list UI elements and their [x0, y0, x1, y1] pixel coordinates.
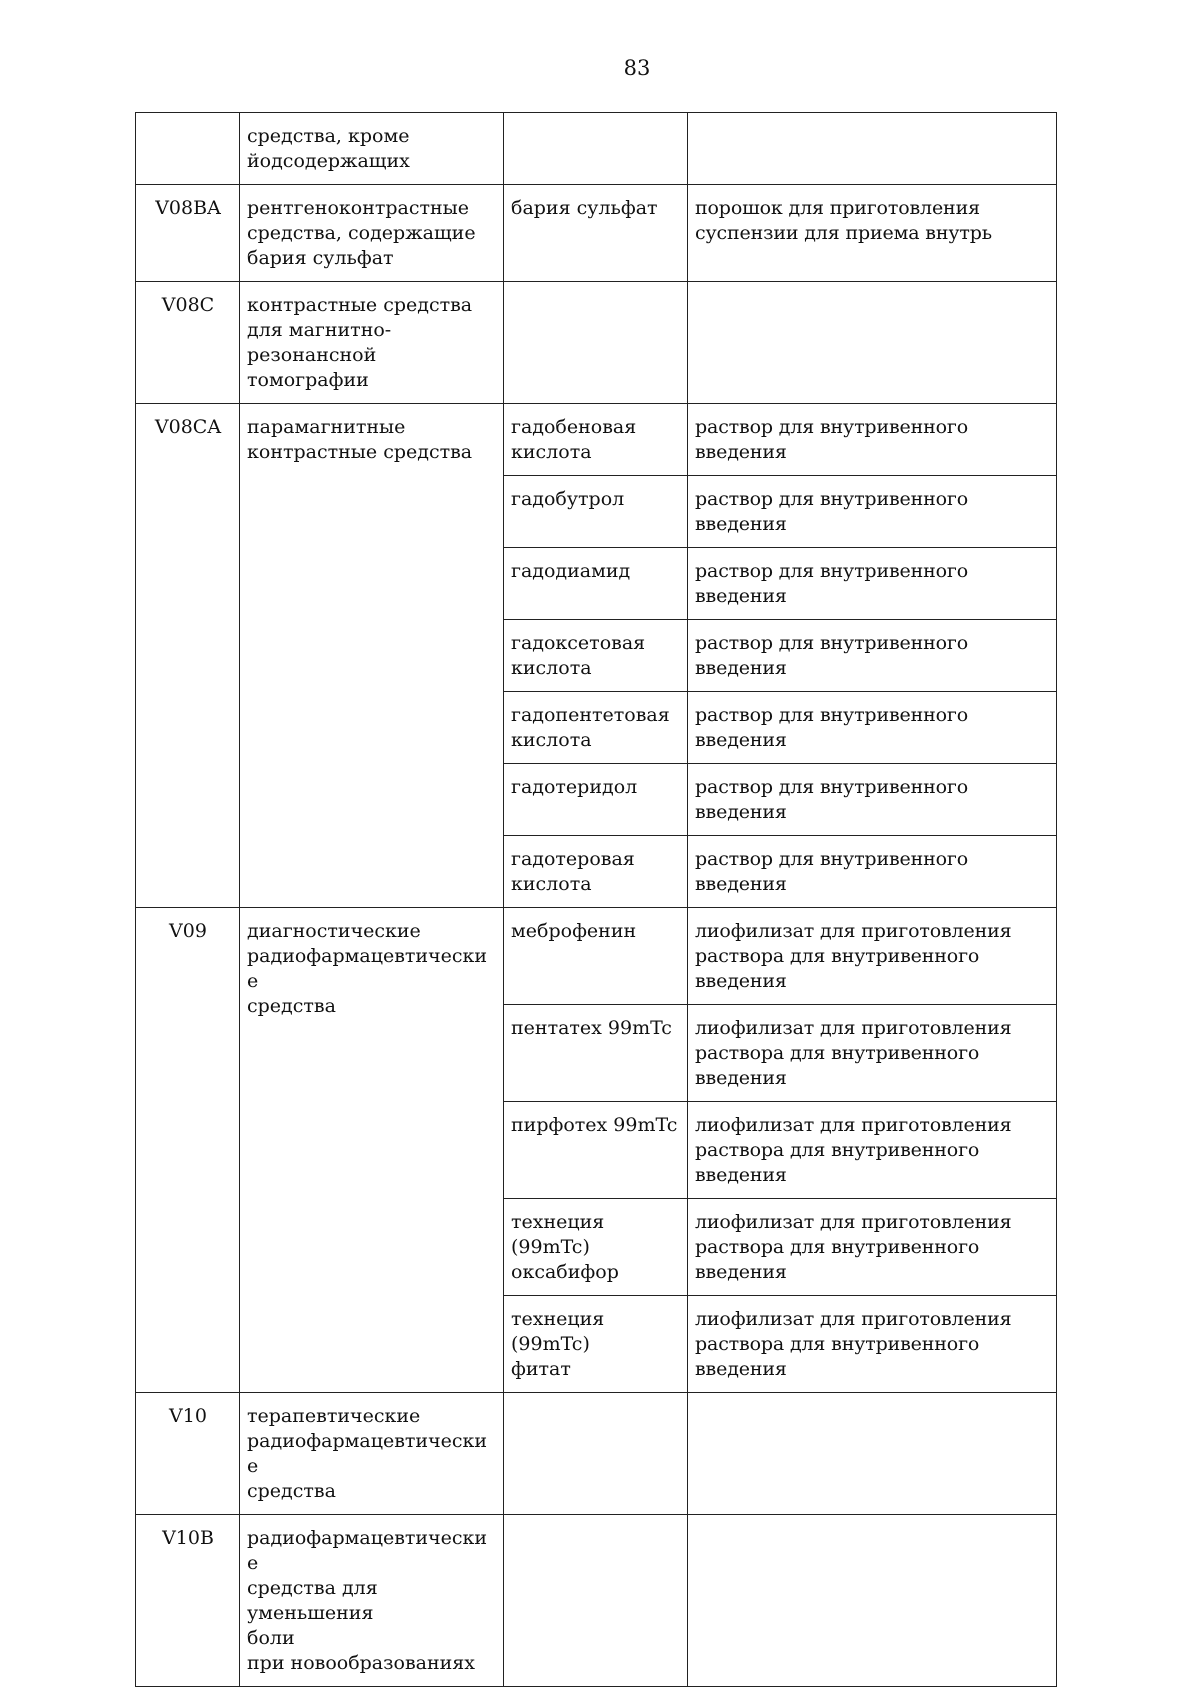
table-row [136, 908, 1057, 1005]
drug-name-cell: гадодиамид [504, 548, 688, 620]
anatomical-therapeutic-group-cell: контрастные средства для магнитно- резонансной томографии [240, 282, 504, 404]
anatomical-therapeutic-group-cell: терапевтические радиофармацевтические средства [240, 1393, 504, 1515]
dosage-form-cell: лиофилизат для приготовления раствора для внутривенного введения [688, 1005, 1057, 1102]
table-body [136, 113, 1057, 1687]
anatomical-therapeutic-group-cell: рентгеноконтрастные средства, содержащие бария сульфат [240, 185, 504, 282]
atc-code-cell: V08CA [136, 404, 240, 908]
drug-name-cell: гадобутрол [504, 476, 688, 548]
dosage-form-cell [688, 1515, 1057, 1687]
atc-code-cell [136, 113, 240, 185]
drug-name-cell [504, 282, 688, 404]
dosage-form-cell: раствор для внутривенного введения [688, 764, 1057, 836]
anatomical-therapeutic-group-cell: радиофармацевтические средства для уменьшения боли при новообразованиях [240, 1515, 504, 1687]
dosage-form-cell: раствор для внутривенного введения [688, 836, 1057, 908]
dosage-form-cell: лиофилизат для приготовления раствора для внутривенного введения [688, 908, 1057, 1005]
drug-name-cell: пирфотех 99mTc [504, 1102, 688, 1199]
atc-code-cell: V10B [136, 1515, 240, 1687]
drug-name-cell: гадотеридол [504, 764, 688, 836]
drug-name-cell: бария сульфат [504, 185, 688, 282]
drug-name-cell: гадопентетовая кислота [504, 692, 688, 764]
dosage-form-cell [688, 282, 1057, 404]
drug-name-cell: гадоксетовая кислота [504, 620, 688, 692]
dosage-form-cell [688, 113, 1057, 185]
dosage-form-cell: лиофилизат для приготовления раствора для внутривенного введения [688, 1296, 1057, 1393]
page-number: 83 [623, 56, 651, 80]
dosage-form-cell: порошок для приготовления суспензии для приема внутрь [688, 185, 1057, 282]
drug-name-cell: пентатех 99mTc [504, 1005, 688, 1102]
anatomical-therapeutic-group-cell: диагностические радиофармацевтические средства [240, 908, 504, 1393]
table-row [136, 185, 1057, 282]
table-row [136, 404, 1057, 476]
drug-name-cell [504, 1393, 688, 1515]
anatomical-therapeutic-group-cell: парамагнитные контрастные средства [240, 404, 504, 908]
dosage-form-cell [688, 1393, 1057, 1515]
drug-classification-table [135, 112, 1057, 1687]
table-row [136, 1515, 1057, 1687]
dosage-form-cell: раствор для внутривенного введения [688, 476, 1057, 548]
dosage-form-cell: раствор для внутривенного введения [688, 692, 1057, 764]
drug-name-cell [504, 113, 688, 185]
drug-name-cell: гадотеровая кислота [504, 836, 688, 908]
drug-name-cell: меброфенин [504, 908, 688, 1005]
anatomical-therapeutic-group-cell: средства, кроме йодсодержащих [240, 113, 504, 185]
table-row [136, 282, 1057, 404]
drug-name-cell [504, 1515, 688, 1687]
dosage-form-cell: раствор для внутривенного введения [688, 548, 1057, 620]
drug-name-cell: технеция (99mTc) оксабифор [504, 1199, 688, 1296]
atc-code-cell: V08C [136, 282, 240, 404]
dosage-form-cell: раствор для внутривенного введения [688, 404, 1057, 476]
dosage-form-cell: лиофилизат для приготовления раствора для внутривенного введения [688, 1102, 1057, 1199]
atc-code-cell: V08BA [136, 185, 240, 282]
drug-name-cell: технеция (99mTc) фитат [504, 1296, 688, 1393]
table-row [136, 113, 1057, 185]
dosage-form-cell: лиофилизат для приготовления раствора для внутривенного введения [688, 1199, 1057, 1296]
dosage-form-cell: раствор для внутривенного введения [688, 620, 1057, 692]
table-row [136, 1393, 1057, 1515]
drug-name-cell: гадобеновая кислота [504, 404, 688, 476]
atc-code-cell: V09 [136, 908, 240, 1393]
atc-code-cell: V10 [136, 1393, 240, 1515]
